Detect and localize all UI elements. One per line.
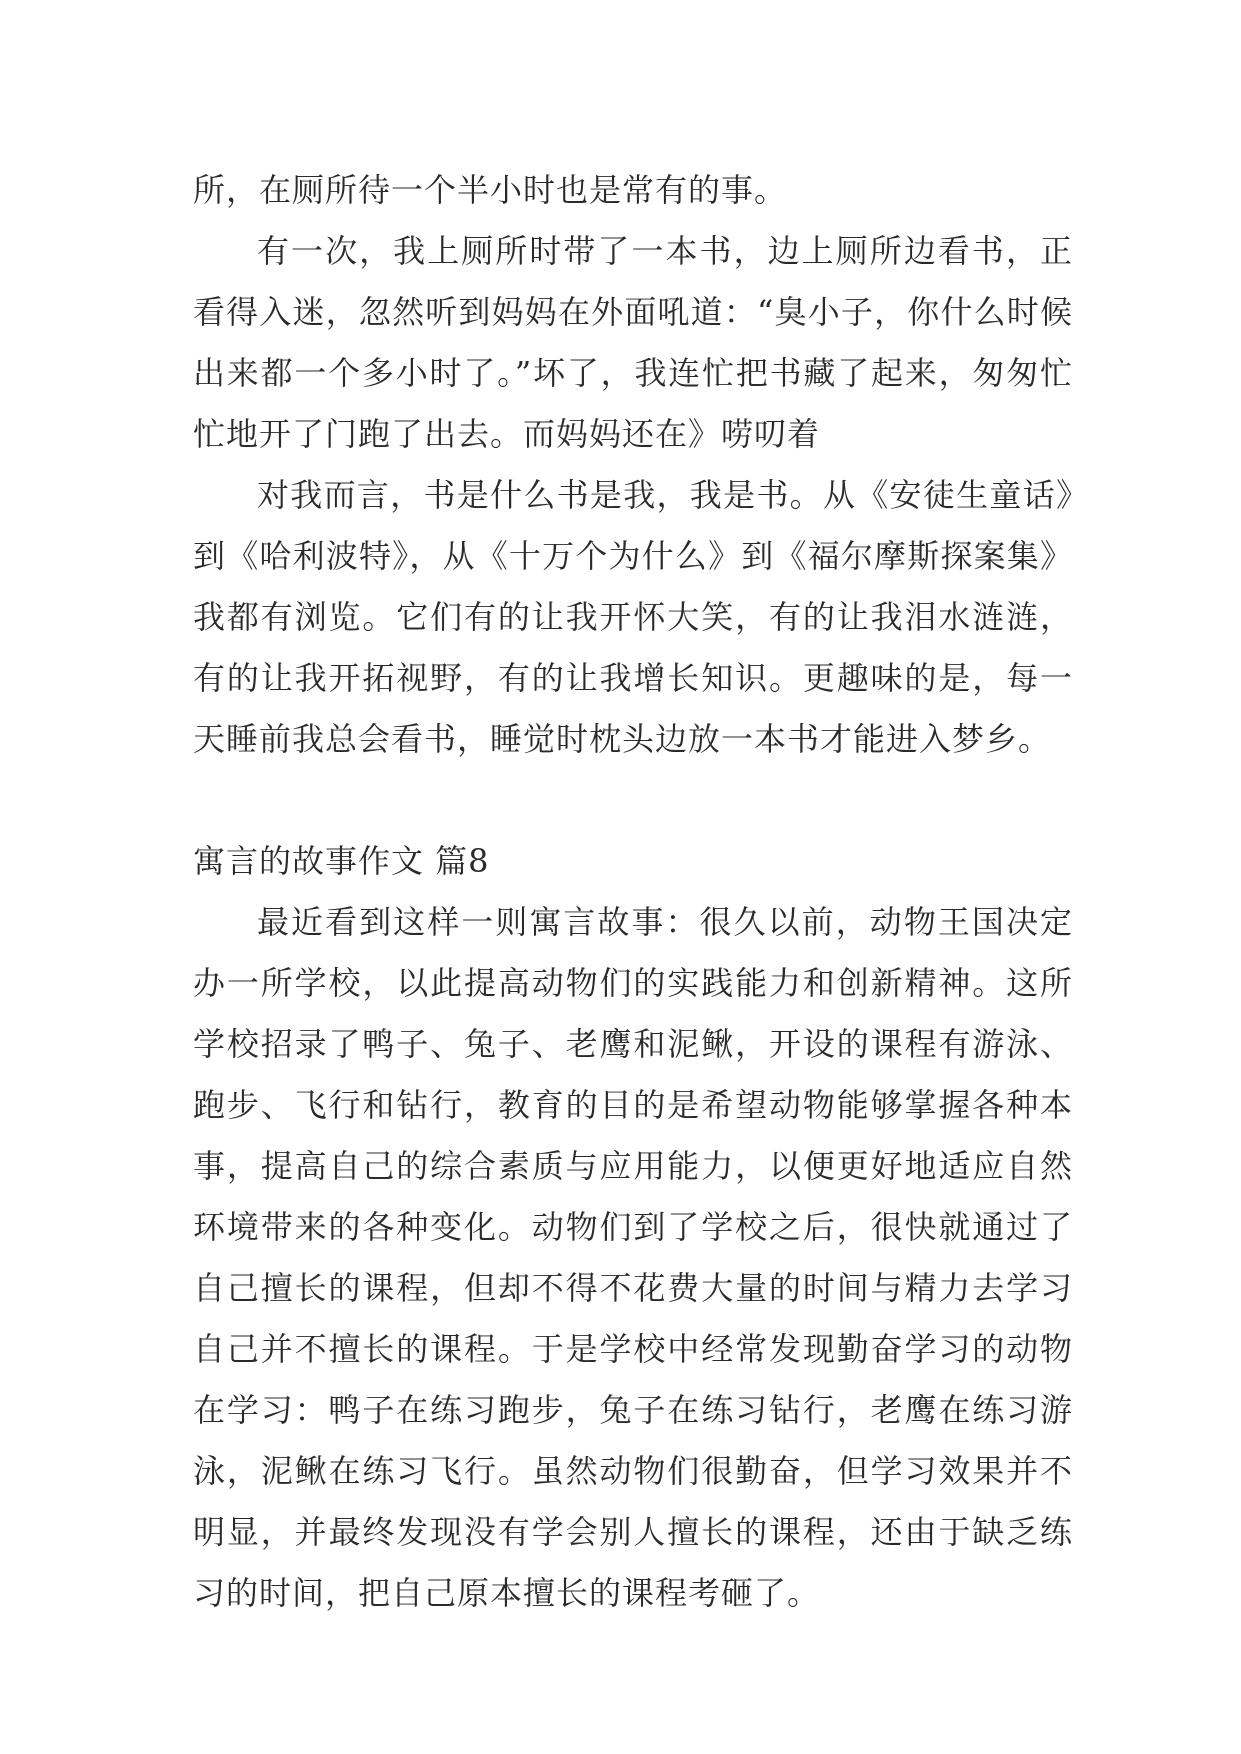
continued-paragraph: 所，在厕所待一个半小时也是常有的事。 <box>193 171 788 209</box>
paragraph-animal-school-fable: 最近看到这样一则寓言故事：很久以前，动物王国决定办一所学校，以此提高动物们的实践能力和创新精神。这所学校招录了鸭子、兔子、老鹰和泥鳅，开设的课程有游泳、跑步、飞行和钻行，教育的目的是希望动物能够掌握各种本事，提高自己的综合素质与应用能力，以便更好地适应自然环境带来的各种变化。动物们到了学校之后，很快就通过了自己擅长的课程，但却不得不花费大量的时间与精力去学习自己并不擅长的课程。于是学校中经常发现勤奋学习的动物在学习：鸭子在练习跑步，兔子在练习钻行，老鹰在练习游泳，泥鳅在练习飞行。虽然动物们很勤奋，但学习效果并不明显，并最终发现没有学会别人擅长的课程，还由于缺乏练习的时间，把自己原本擅长的课程考砸了。 <box>193 903 1073 1612</box>
document-body <box>193 160 1073 1624</box>
section-heading: 寓言的故事作文 篇8 <box>193 842 490 880</box>
paragraph-books-and-me: 对我而言，书是什么书是我，我是书。从《安徒生童话》到《哈利波特》，从《十万个为什么》到《福尔摩斯探案集》我都有浏览。它们有的让我开怀大笑，有的让我泪水涟涟，有的让我开拓视野，有的让我增长知识。更趣味的是，每一天睡前我总会看书，睡觉时枕头边放一本书才能进入梦乡。 <box>193 476 1073 758</box>
paragraph-toilet-reading: 有一次，我上厕所时带了一本书，边上厕所边看书，正看得入迷，忽然听到妈妈在外面吼道：“臭小子，你什么时候出来都一个多小时了。”坏了，我连忙把书藏了起来，匆匆忙忙地开了门跑了出去。而妈妈还在》唠叨着 <box>193 232 1073 453</box>
